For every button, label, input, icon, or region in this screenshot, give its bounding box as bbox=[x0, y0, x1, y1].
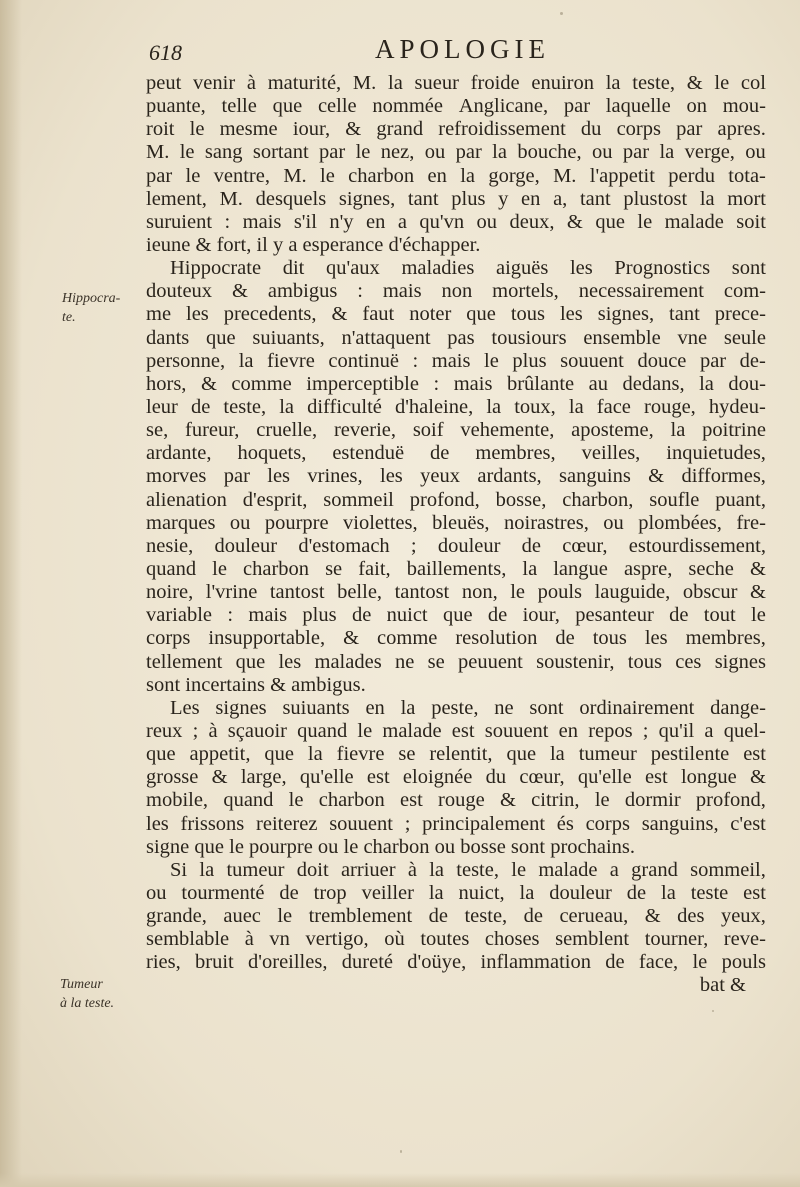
text-line: douteux & ambigus : mais non mortels, necessairement com- bbox=[146, 280, 766, 303]
body-text bbox=[146, 72, 766, 998]
paper-speck bbox=[400, 1150, 402, 1153]
text-line: ries, bruit d'oreilles, dureté d'oüye, inflammation de face, le pouls bbox=[146, 951, 766, 974]
text-line: tellement que les malades ne se peuuent soustenir, tous ces signes bbox=[146, 650, 766, 673]
text-line: alienation d'esprit, sommeil profond, bosse, charbon, soufle puant, bbox=[146, 488, 766, 511]
text-line: ardante, hoquets, estenduë de membres, veilles, inquietudes, bbox=[146, 442, 766, 465]
text-line: noire, l'vrine tantost belle, tantost non, le pouls lauguide, obscur & bbox=[146, 581, 766, 604]
margin-note-hippocrate bbox=[62, 289, 144, 327]
text-line: grosse & large, qu'elle est eloignée du cœur, qu'elle est longue & bbox=[146, 766, 766, 789]
text-line: ou tourmenté de trop veiller la nuict, la douleur de la teste est bbox=[146, 881, 766, 904]
text-line: lement, M. desquels signes, tant plus y en a, tant plustost la mort bbox=[146, 187, 766, 210]
margin-note-tumeur bbox=[60, 975, 146, 1013]
text-line: que appetit, que la fievre se relentit, que la tumeur pestilente est bbox=[146, 743, 766, 766]
text-line: signe que le pourpre ou le charbon ou bosse sont prochains. bbox=[146, 835, 636, 858]
margin-note-line: à la teste. bbox=[60, 996, 115, 1011]
text-line: M. le sang sortant par le nez, ou par la bouche, ou par la verge, ou bbox=[146, 141, 766, 164]
running-title: APOLOGIE bbox=[375, 34, 550, 64]
text-line: marques ou pourpre violettes, bleuës, noirastres, ou plombées, fre- bbox=[146, 511, 766, 534]
text-line: Si la tumeur doit arriuer à la teste, le malade a grand sommeil, bbox=[170, 858, 766, 881]
text-line: grande, auec le tremblement de teste, de cerueau, & des yeux, bbox=[146, 905, 766, 928]
text-line: quand le charbon se fait, baillements, la langue aspre, seche & bbox=[146, 557, 766, 580]
margin-note-line: te. bbox=[62, 310, 76, 325]
page-number: 618 bbox=[149, 40, 182, 65]
text-line: morves par les vrines, les yeux ardants, sanguins & difformes, bbox=[146, 465, 766, 488]
text-line: dants que suiuants, n'attaquent pas tousiours ensemble vne seule bbox=[146, 326, 766, 349]
text-line: personne, la fievre continuë : mais le plus souuent douce par de- bbox=[146, 349, 766, 372]
text-line: roit le mesme iour, & grand refroidissement du corps par apres. bbox=[146, 118, 766, 141]
text-line: sont incertains & ambigus. bbox=[146, 673, 366, 696]
text-line: suruient : mais s'il n'y en a qu'vn ou deux, & que le malade soit bbox=[146, 210, 766, 233]
text-line: Les signes suiuants en la peste, ne sont ordinairement dange- bbox=[170, 696, 766, 719]
text-line: corps insupportable, & comme resolution de tous les membres, bbox=[146, 627, 766, 650]
text-line: semblable à vn vertigo, où toutes choses semblent tourner, reve- bbox=[146, 928, 766, 951]
catchword: bat & bbox=[699, 974, 746, 997]
page-binding-shadow bbox=[0, 0, 22, 1187]
page-header bbox=[145, 34, 785, 68]
text-line: nesie, douleur d'estomach ; douleur de cœur, estourdissement, bbox=[146, 534, 766, 557]
text-line: par le ventre, M. le charbon en la gorge, M. l'appetit perdu tota- bbox=[146, 164, 766, 187]
text-line: leur de teste, la difficulté d'haleine, la toux, la face rouge, hydeu- bbox=[146, 395, 766, 418]
paper-speck bbox=[712, 1010, 714, 1012]
text-line: hors, & comme imperceptible : mais brûlante au dedans, la dou- bbox=[146, 372, 766, 395]
paper-speck bbox=[560, 12, 563, 15]
margin-note-line: Hippocra- bbox=[62, 291, 121, 306]
text-line: peut venir à maturité, M. la sueur froide enuiron la teste, & le col bbox=[146, 72, 766, 94]
margin-note-line: Tumeur bbox=[60, 977, 103, 992]
text-line: reux ; à sçauoir quand le malade est souuent en repos ; qu'il a quel- bbox=[146, 719, 766, 742]
text-line: puante, telle que celle nommée Anglicane, par laquelle on mou- bbox=[146, 95, 766, 118]
text-line: variable : mais plus de nuict que de iour, pesanteur de tout le bbox=[146, 604, 766, 627]
text-line: se, fureur, cruelle, reverie, soif vehemente, aposteme, la poitrine bbox=[146, 419, 766, 442]
text-line: Hippocrate dit qu'aux maladies aiguës les Prognostics sont bbox=[170, 257, 766, 280]
page-bottom-edge bbox=[0, 1173, 800, 1187]
text-line: les frissons reiterez souuent ; principalement és corps sanguins, c'est bbox=[146, 812, 766, 835]
text-line: me les precedents, & faut noter que tous les signes, tant prece- bbox=[146, 303, 766, 326]
text-line: ieune & fort, il y a esperance d'échapper. bbox=[146, 233, 481, 256]
text-line: mobile, quand le charbon est rouge & citrin, le dormir profond, bbox=[146, 789, 766, 812]
